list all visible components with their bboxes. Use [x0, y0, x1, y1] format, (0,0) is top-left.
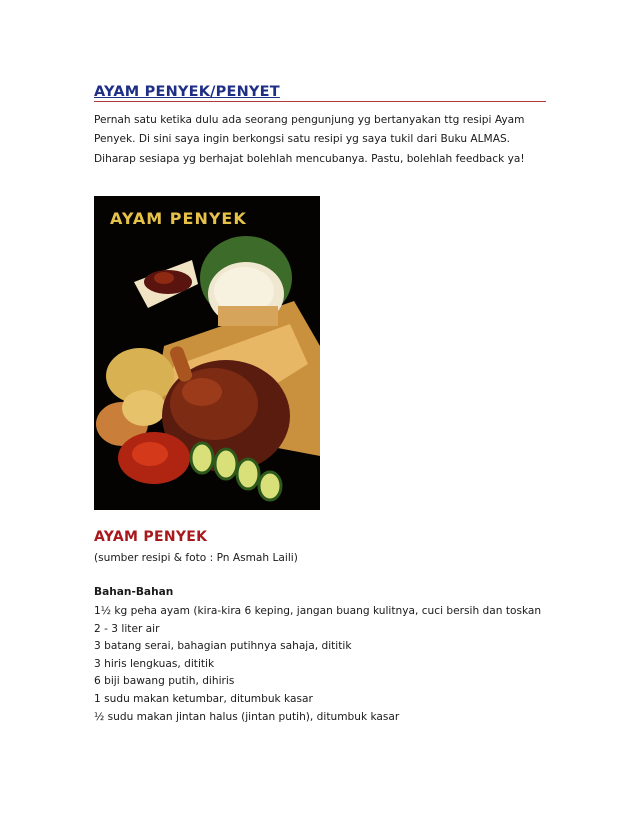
ingredient-item: 2 - 3 liter air — [94, 622, 160, 635]
ingredient-item: 6 biji bawang putih, dihiris — [94, 675, 235, 688]
ingredient-item: ½ sudu makan jintan halus (jintan putih), ditumbuk kasar — [94, 710, 400, 723]
page-title: AYAM PENYEK/PENYET — [94, 84, 280, 100]
ingredient-item: 1 sudu makan ketumbar, ditumbuk kasar — [94, 692, 313, 705]
ingredients-list — [94, 603, 546, 726]
ingredient-item: 1½ kg peha ayam (kira-kira 6 keping, jangan buang kulitnya, cuci bersih dan toskan — [94, 605, 542, 617]
ingredient-item: 3 batang serai, bahagian putihnya sahaja, dititik — [94, 640, 352, 653]
title-rule — [94, 84, 546, 102]
document-page — [94, 84, 546, 723]
recipe-photo — [94, 196, 320, 510]
intro-paragraph: Pernah satu ketika dulu ada seorang pengunjung yg bertanyakan ttg resipi Ayam Penyek. Di sini saya ingin berkongsi satu resipi yg saya tukil dari Buku ALMAS. Diharap sesiapa yg berhajat bolehlah mencubanya. Pastu, bolehlah feedback ya! — [94, 114, 525, 165]
ingredient-item: 3 hiris lengkuas, dititik — [94, 657, 215, 670]
photo-caption: AYAM PENYEK — [110, 209, 247, 228]
recipe-title: AYAM PENYEK — [94, 529, 208, 545]
ayam-penyek-illustration — [94, 196, 320, 510]
ingredients-heading: Bahan-Bahan — [94, 586, 174, 598]
recipe-source: (sumber resipi & foto : Pn Asmah Laili) — [94, 552, 298, 564]
